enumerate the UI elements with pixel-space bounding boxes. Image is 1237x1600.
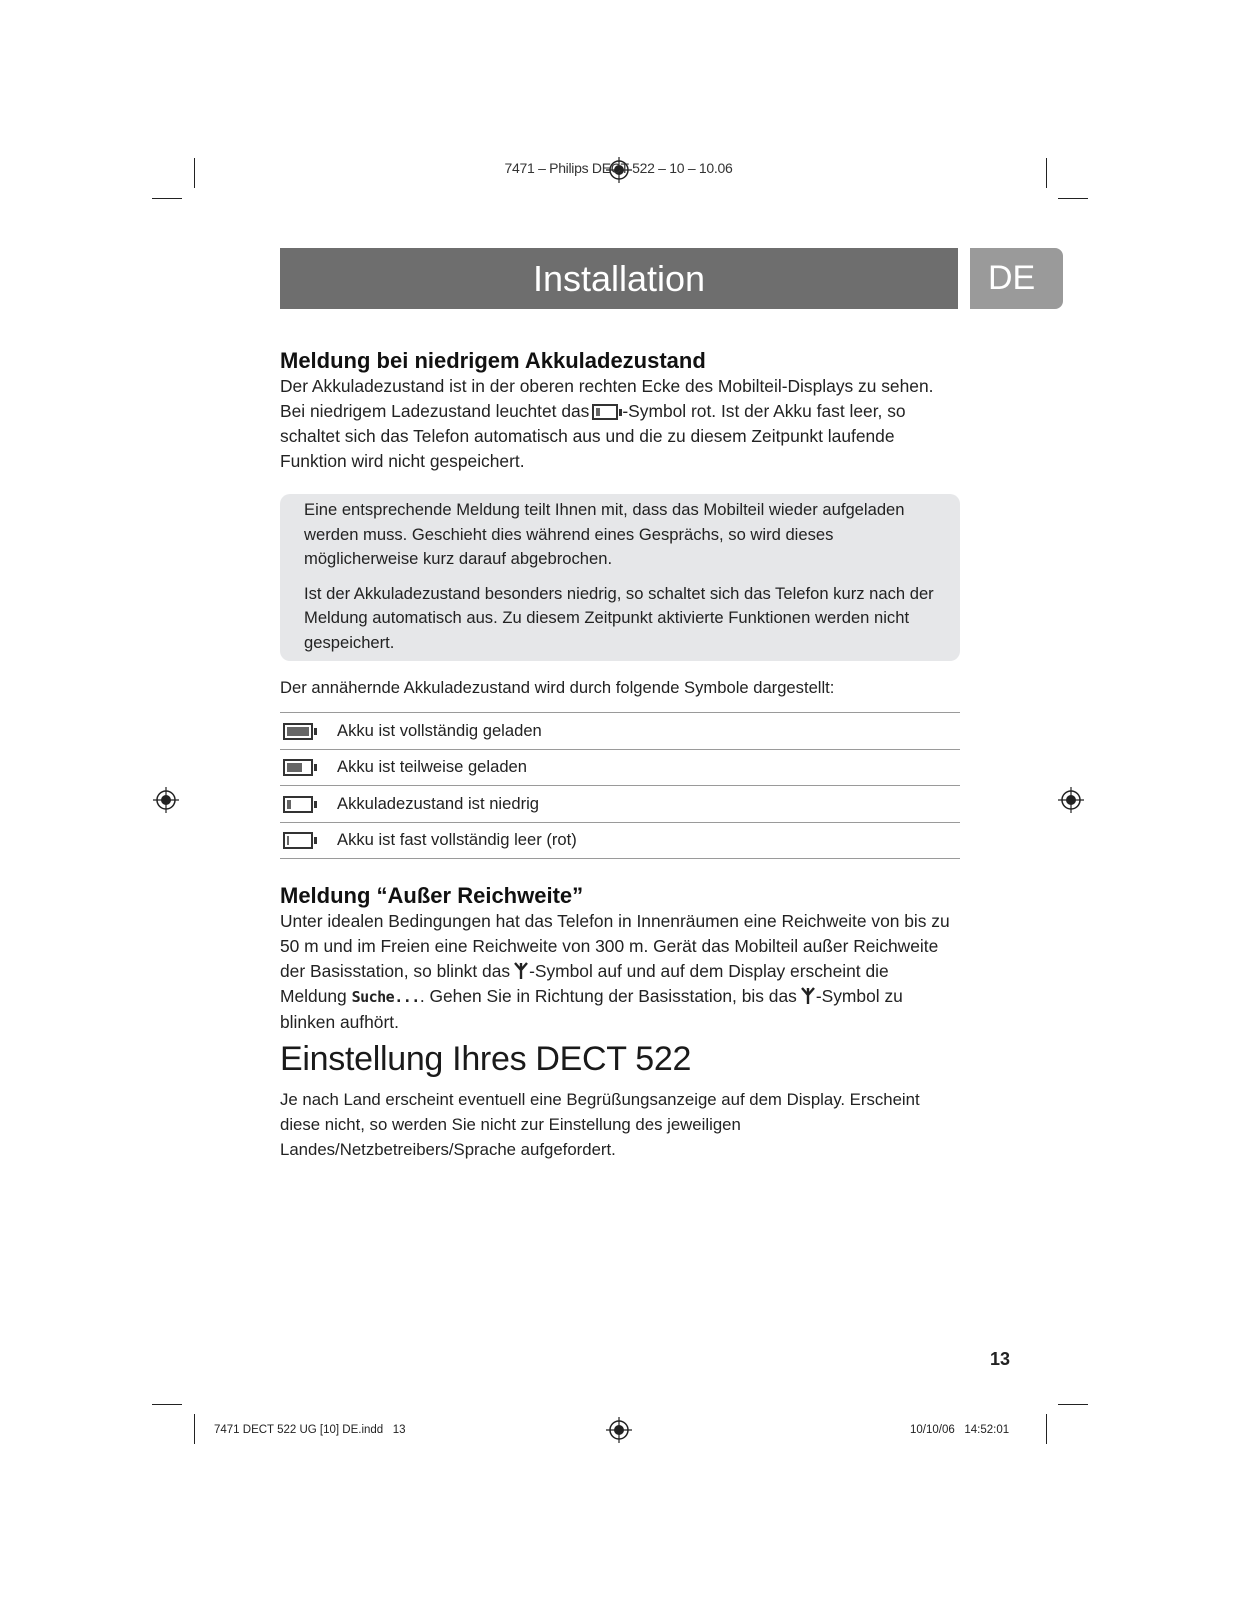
registration-mark-icon (153, 787, 179, 813)
out-of-range-text-c: . Gehen Sie in Richtung der Basisstation, bis das (419, 986, 797, 1006)
low-battery-paragraph (280, 374, 960, 474)
battery-symbols-intro (280, 675, 960, 700)
battery-partial-icon (283, 759, 313, 776)
battery-low-icon (592, 404, 618, 420)
print-slug: 7471 – Philips DECT 522 – 10 – 10.06 (504, 160, 733, 176)
battery-table-row (280, 713, 960, 750)
battery-icon-cell (280, 713, 337, 750)
battery-full-icon (283, 723, 313, 740)
battery-empty-icon (283, 832, 313, 849)
out-of-range-text-d: -Symbol zu blinken aufhört. (280, 986, 903, 1032)
battery-table-row (280, 786, 960, 823)
crop-mark (152, 198, 182, 199)
registration-mark-icon (1058, 787, 1084, 813)
page-number: 13 (990, 1349, 1011, 1369)
footer-file-info: 7471 DECT 522 UG [10] DE.indd 13 (214, 1424, 406, 1436)
note-paragraph: Ist der Akkuladezustand besonders niedrig, so schaltet sich das Telefon kurz nach der Meldung automatisch aus. Zu diesem Zeitpunkt aktivierte Funktionen werden nicht gespeichert. (304, 583, 934, 652)
out-of-range-section (280, 883, 960, 1035)
battery-description: Akku ist teilweise geladen (337, 749, 960, 786)
footer-timestamp: 10/10/06 14:52:01 (910, 1424, 1010, 1436)
battery-low-icon (283, 796, 313, 813)
low-battery-text-b: -Symbol rot. Ist der Akku fast leer, so schaltet sich das Telefon automatisch aus und die zu diesem Zeitpunkt laufende Funktion wird nicht gespeichert. (280, 401, 906, 471)
lcd-search-message: Suche... (351, 988, 420, 1006)
crop-mark (1058, 198, 1088, 199)
setup-section (280, 1040, 960, 1162)
antenna-icon (801, 987, 815, 1005)
out-of-range-text-a: Unter idealen Bedingungen hat das Telefon in Innenräumen eine Reichweite von bis zu 50 m und im Freien eine Reichweite von 300 m. Gerät das Mobilteil außer Reichweite der Basisstation, so blinkt das (280, 911, 950, 981)
battery-table-row (280, 822, 960, 859)
low-battery-heading: Meldung bei niedrigem Akkuladezustand (280, 348, 706, 373)
crop-mark (194, 1414, 195, 1444)
section-title-bar: Installation (280, 248, 958, 309)
info-note-box (280, 494, 960, 661)
setup-heading: Einstellung Ihres DECT 522 (280, 1040, 692, 1078)
battery-icon-cell (280, 786, 337, 823)
language-tab: DE (970, 248, 1063, 309)
out-of-range-heading: Meldung “Außer Reichweite” (280, 883, 584, 908)
battery-description: Akku ist vollständig geladen (337, 713, 960, 750)
battery-intro-text: Der annähernde Akkuladezustand wird durch folgende Symbole dargestellt: (280, 678, 835, 697)
battery-status-table (280, 712, 960, 859)
low-battery-section (280, 348, 960, 474)
registration-mark-icon (606, 1417, 632, 1443)
battery-table-row (280, 749, 960, 786)
battery-icon-cell (280, 822, 337, 859)
out-of-range-paragraph (280, 909, 960, 1035)
antenna-icon (514, 962, 528, 980)
crop-mark (1046, 1414, 1047, 1444)
low-battery-text-a: Der Akkuladezustand ist in der oberen rechten Ecke des Mobilteil-Displays zu sehen. Bei niedrigem Ladezustand leuchtet das (280, 376, 934, 421)
note-paragraph: Eine entsprechende Meldung teilt Ihnen mit, dass das Mobilteil wieder aufgeladen werden muss. Geschieht dies während eines Gesprächs, so wird dieses möglicherweise kurz darauf abgebrochen. (304, 500, 905, 568)
out-of-range-text-b: -Symbol auf und auf dem Display erscheint die Meldung (280, 961, 889, 1006)
crop-mark (152, 1404, 182, 1405)
battery-icon-cell (280, 749, 337, 786)
setup-paragraph: Je nach Land erscheint eventuell eine Begrüßungsanzeige auf dem Display. Erscheint diese nicht, so werden Sie nicht zur Einstellung des jeweiligen Landes/Netzbetreibers/Sprache aufgefordert. (280, 1090, 920, 1159)
battery-description: Akku ist fast vollständig leer (rot) (337, 822, 960, 859)
battery-table-wrap (280, 712, 960, 859)
crop-mark (1058, 1404, 1088, 1405)
battery-description: Akkuladezustand ist niedrig (337, 786, 960, 823)
